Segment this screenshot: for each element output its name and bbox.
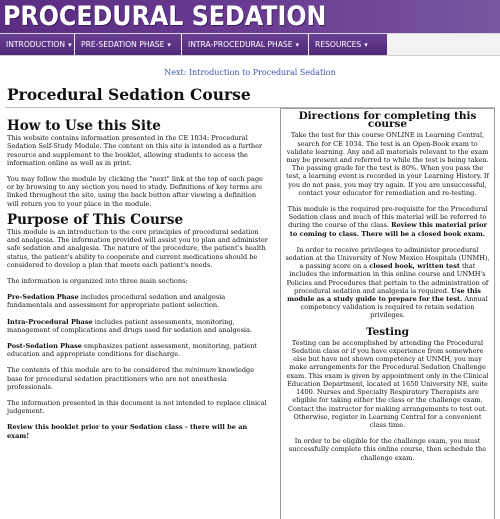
contents-paragraph <box>7 366 269 391</box>
next-page-link[interactable]: Next: Introduction to Procedural Sedation <box>164 68 336 77</box>
nav-label: INTRODUCTION <box>6 40 66 49</box>
intra-procedural-description <box>7 318 269 334</box>
purpose-paragraph-1: This module is an introduction to the core principles of procedural sedation and analgesia. The information provided will assist you to plan and administer safe sedation and analgesia. The nature of the procedure, the patient's health status, the patient's ability to cooperate and current medications should be considered to develop a plan that meets each patient's needs. <box>7 228 268 269</box>
pre-sedation-description <box>7 293 269 309</box>
main-nav <box>0 33 500 56</box>
page-title: Procedural Sedation Course <box>7 85 251 104</box>
contents-emphasis: minimum <box>184 366 217 375</box>
left-column <box>7 116 269 448</box>
intra-procedural-label: Intra-Procedural Phase <box>7 317 93 326</box>
how-to-use-paragraph-1: This website contains information presented in the CE 1034: Procedural Sedation Self-Study Module. The content on this site is intended as a further resource and supplement to the booklet, allowing students to access the information online as well as in print. <box>7 134 263 167</box>
site-title: PROCEDURAL SEDATION <box>3 1 327 32</box>
directions-panel <box>280 108 495 519</box>
intra-procedural-text: includes patient assessments, monitoring, management of complications and drugs used for sedation and analgesia. <box>7 317 253 334</box>
nav-label: PRE-SEDATION PHASE <box>81 40 165 49</box>
testing-heading: Testing <box>365 325 409 338</box>
nav-resources[interactable] <box>309 34 387 55</box>
directions-paragraph-2 <box>285 205 490 238</box>
directions-heading: Directions for completing this course <box>298 110 477 131</box>
review-text: Review this booklet prior to your Sedation class - there will be an exam! <box>7 423 248 440</box>
pre-sedation-label: Pre-Sedation Phase <box>7 293 79 302</box>
post-sedation-text: emphasizes patient assessment, monitoring, patient education and appropriate conditions for discharge. <box>7 342 257 359</box>
nav-intra-procedural-phase[interactable] <box>182 34 308 55</box>
chevron-down-icon: ▾ <box>167 41 171 49</box>
directions-p3-text-b: that includes the information in this online course and UNMH's Policies and Procedures that pertain to the administration of procedural sedation and analgesia is required. <box>286 262 489 295</box>
directions-p3-text-c: Annual competency validation is required to retain sedation privileges. <box>300 295 488 320</box>
post-sedation-label: Post-Sedation Phase <box>7 342 82 351</box>
not-replace-paragraph: The information presented in this document is not intended to replace clinical judgement. <box>7 399 267 416</box>
contents-text-a: The contents of this module are to be considered the <box>7 366 185 375</box>
chevron-down-icon: ▾ <box>364 41 368 49</box>
directions-p3-bold-b: Use this module as a study guide to prepare for the test. <box>287 286 481 304</box>
nav-label: INTRA-PROCEDURAL PHASE <box>188 40 293 49</box>
pre-sedation-text: includes procedural sedation and analgesia fundamentals and assessment for appropriate patient selection. <box>7 293 226 310</box>
directions-paragraph-1: Take the test for this course ONLINE in Learning Central, search for CE 1034. The test is an Open-Book exam to validate learning. Any and all materials relevant to the exam may be present and referred to while the test is being taken. The passing grade for the test is 80%. When you pass the test, a learning event is recorded in your Learning History. If you do not pass, you may try again. If you are unsuccessful, contact your educator for remediation and re-testing. <box>286 131 489 197</box>
testing-paragraph-1: Testing can be accomplished by attending the Procedural Sedation class or if you have experience from somewhere else but have not shown competency at UNMH, you may make arrangements for the Procedural Sedation Challenge exam. This exam is given by appointment only in the Clinical Education Department, located at 1650 University NE, suite 1400. Nurses and Specialty Respiratory Therapists are eligible for taking either the class or the challenge exam. Contact the instructor for making arrangements to test out. Otherwise, register in Learning Central for a convenient class time. <box>286 338 489 429</box>
nav-pre-sedation-phase[interactable] <box>75 34 181 55</box>
nav-introduction[interactable] <box>0 34 74 55</box>
contents-text-b: knowledge base for procedural sedation practitioners who are not anesthesia professionals. <box>7 366 255 391</box>
site-banner <box>0 0 500 33</box>
how-to-use-paragraph-2: You may follow the module by clicking the "next" link at the top of each page or by browsing to any section you need to study. Definitions of key terms are linked throughout the site, using the back button after viewing a definition will return you to your place in the module. <box>7 175 263 208</box>
nav-label: RESOURCES <box>315 40 362 49</box>
testing-paragraph-2: In order to be eligible for the challenge exam, you must successfully complete this online course, then schedule the challenge exam. <box>288 437 487 462</box>
how-to-use-heading: How to Use this Site <box>7 118 161 134</box>
directions-paragraph-3 <box>285 246 490 320</box>
directions-p3-text-a: In order to receive privileges to administer procedural sedation at the University of New Mexico Hospitals (UNMH), a passing score on a <box>285 245 490 271</box>
directions-p3-bold-a: closed book, written test <box>369 262 460 271</box>
chevron-down-icon: ▾ <box>68 41 72 49</box>
purpose-heading: Purpose of This Course <box>7 211 184 228</box>
review-notice <box>7 423 269 439</box>
directions-p2-text: This module is the required pre-requisite for the Procedural Sedation class and much of this material will be referred to during the course of the class. <box>287 205 488 230</box>
purpose-paragraph-2: The information is organized into three main sections: <box>7 277 188 286</box>
chevron-down-icon: ▾ <box>295 41 300 49</box>
post-sedation-description <box>7 342 269 358</box>
directions-p2-bold: Review this material prior to coming to class. There will be a closed book exam. <box>289 221 487 238</box>
